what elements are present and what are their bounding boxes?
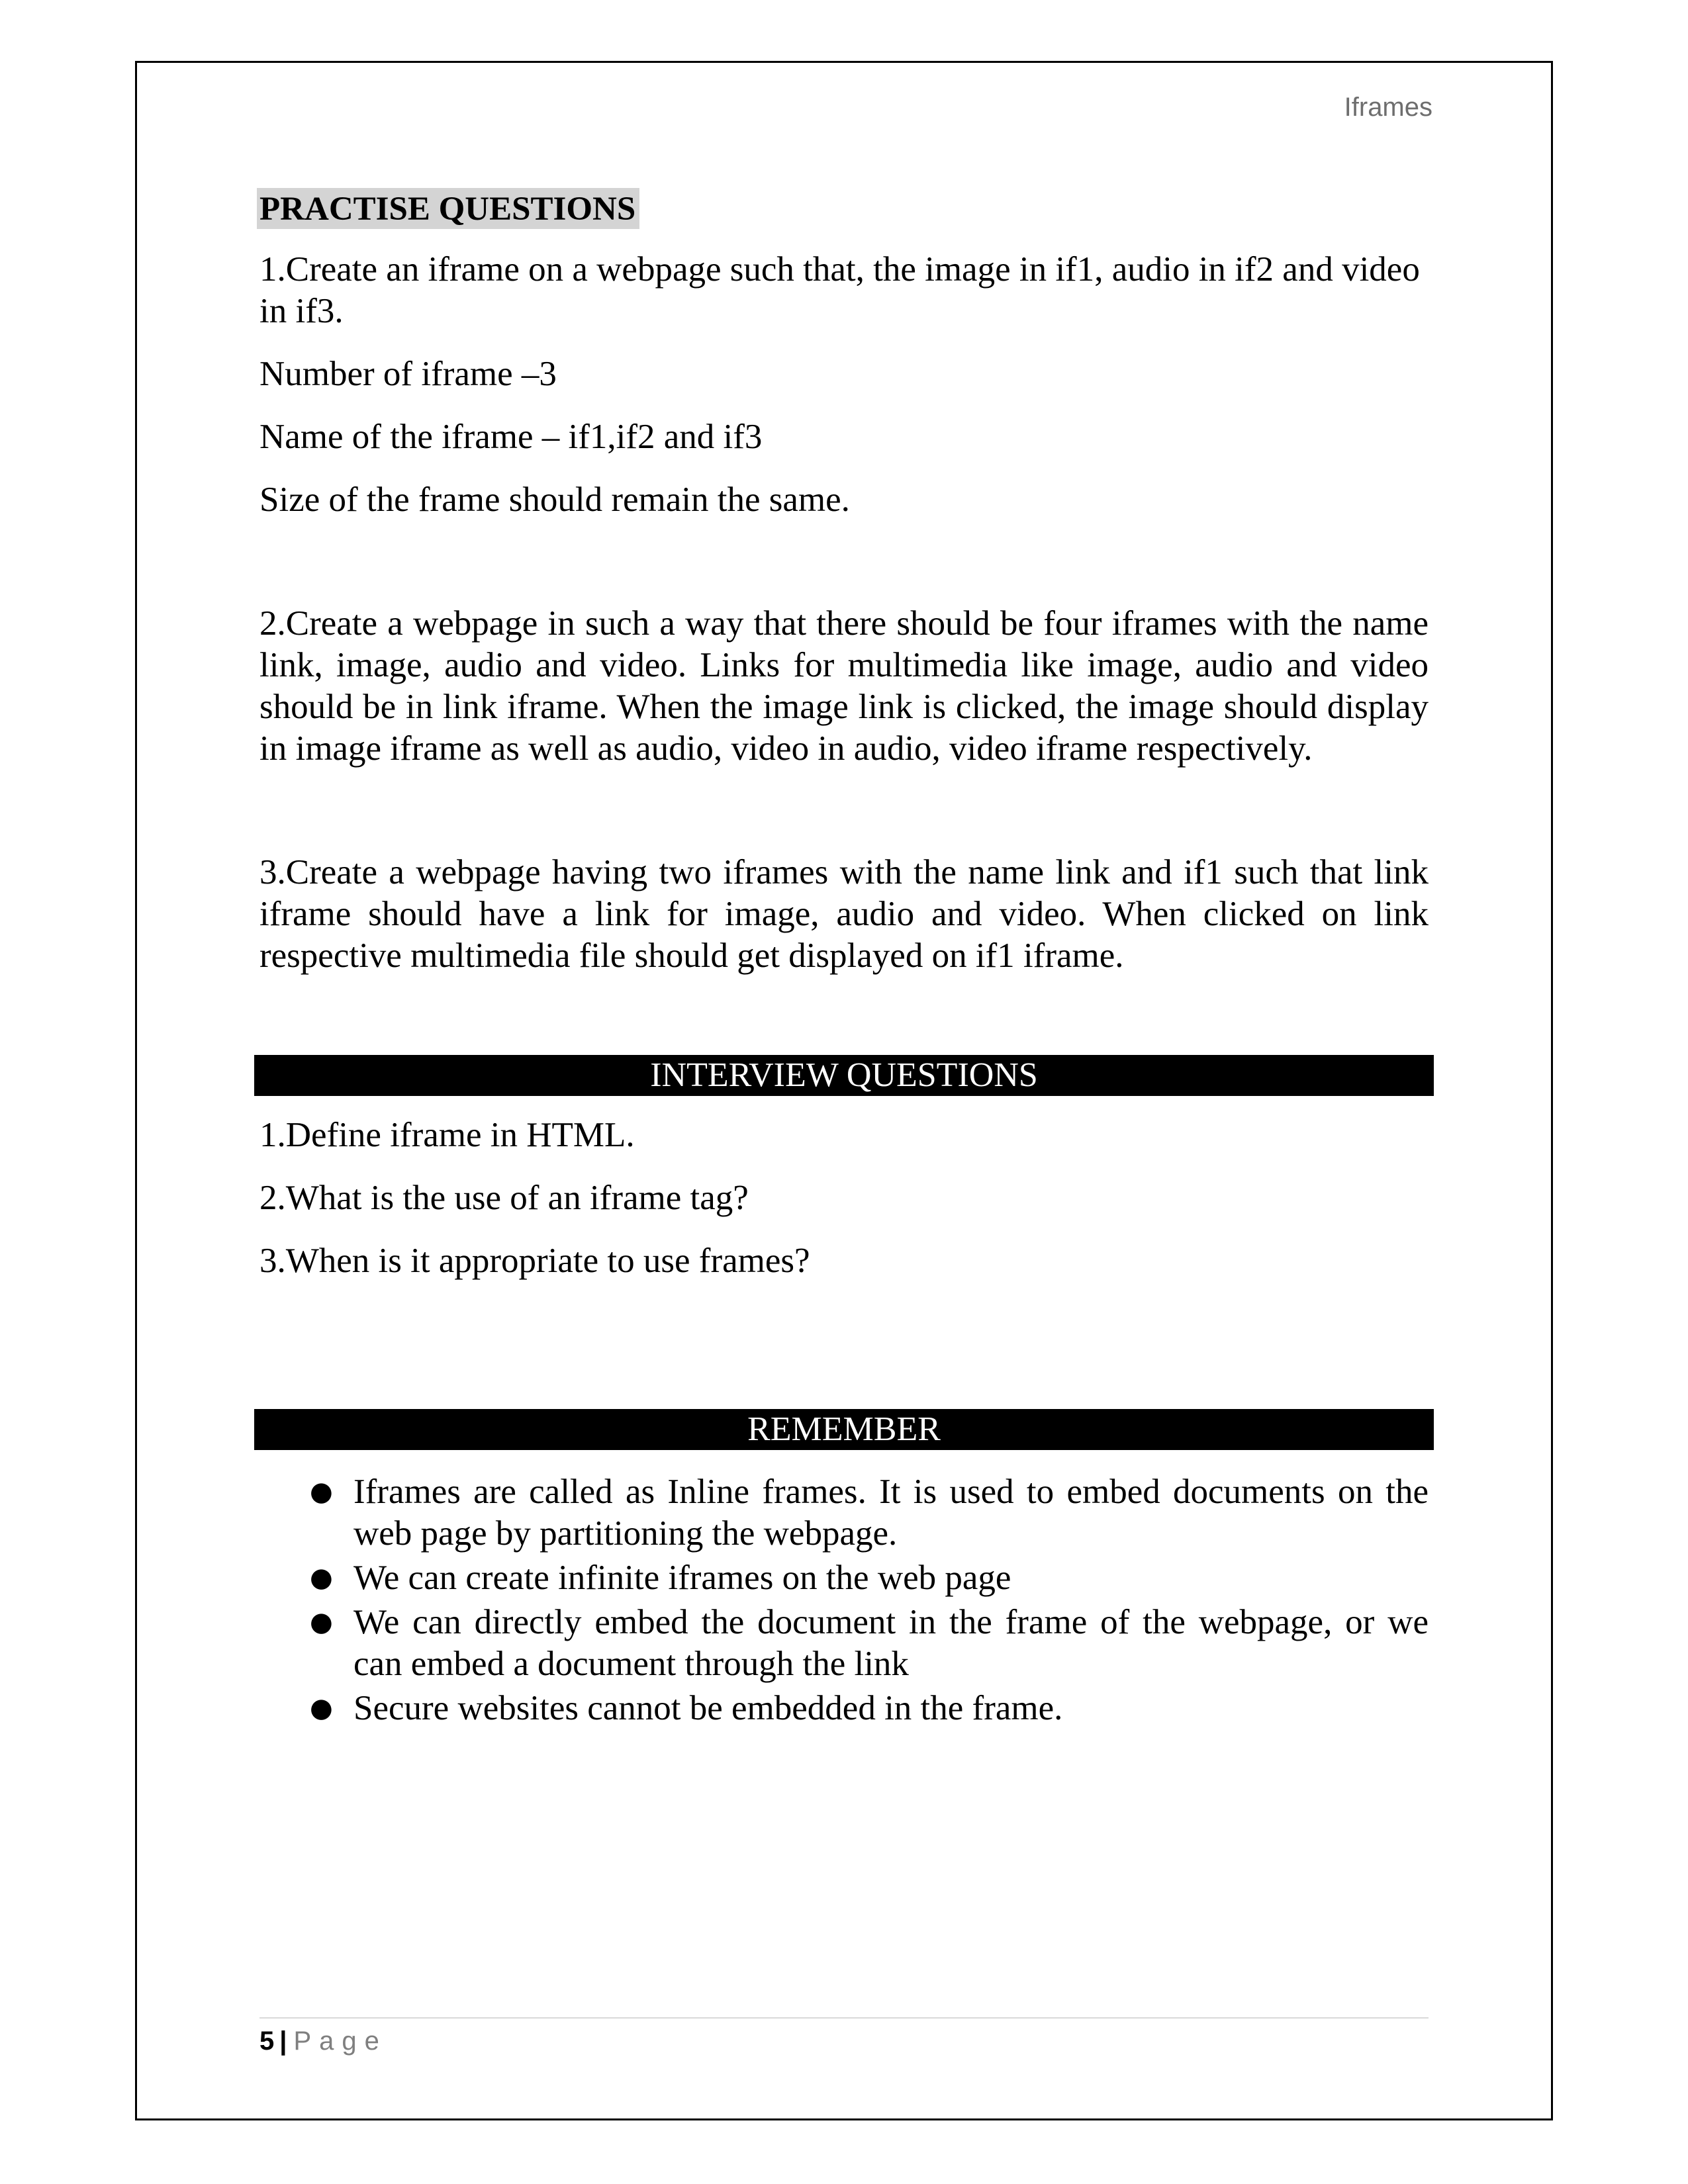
remember-item-text: We can create infinite iframes on the web page: [353, 1559, 1011, 1597]
remember-item-text: We can directly embed the document in the frame of the webpage, or we can embed a document through the link: [353, 1603, 1429, 1683]
bullet-icon: ●: [310, 1693, 333, 1723]
practise-question-3: 3.Create a webpage having two iframes with the name link and if1 such that link iframe should have a link for image, audio and video. When clicked on link respective multimedia file should get displayed on if1 iframe.: [259, 853, 1429, 975]
page-label: Page: [293, 2026, 387, 2056]
page-number: 5: [259, 2026, 275, 2056]
remember-item: [259, 1602, 1429, 1685]
practise-question-1-iframe-names: Name of the iframe – if1,if2 and if3: [259, 418, 763, 456]
remember-item: [259, 1688, 1429, 1729]
remember-item-text: Secure websites cannot be embedded in the frame.: [353, 1689, 1063, 1727]
interview-questions-heading: INTERVIEW QUESTIONS: [254, 1055, 1434, 1096]
running-header: Iframes: [1344, 93, 1432, 122]
practise-question-1-frame-size: Size of the frame should remain the same.: [259, 480, 850, 519]
page-content: [259, 188, 1429, 1732]
remember-list: [259, 1471, 1429, 1729]
footer-divider: [259, 2017, 1429, 2019]
remember-heading: REMEMBER: [254, 1409, 1434, 1450]
practise-question-1: 1.Create an iframe on a webpage such that, the image in if1, audio in if2 and video in if3.: [259, 250, 1420, 330]
footer-separator: |: [279, 2026, 287, 2056]
bullet-icon: ●: [310, 1563, 333, 1593]
practise-questions-heading: PRACTISE QUESTIONS: [257, 188, 639, 229]
bullet-icon: ●: [310, 1607, 333, 1637]
interview-question-1: 1.Define iframe in HTML.: [259, 1116, 635, 1154]
remember-item: [259, 1557, 1429, 1599]
page-footer: [259, 2025, 387, 2057]
remember-item: [259, 1471, 1429, 1555]
remember-item-text: Iframes are called as Inline frames. It is used to embed documents on the web page by partitioning the webpage.: [353, 1473, 1429, 1553]
interview-question-2: 2.What is the use of an iframe tag?: [259, 1179, 749, 1217]
practise-question-1-iframe-count: Number of iframe –3: [259, 355, 557, 393]
practise-question-2: 2.Create a webpage in such a way that there should be four iframes with the name link, image, audio and video. Links for multimedia like image, audio and video should be in link iframe. When the image link is clicked, the image should display in image iframe as well as audio, video in audio, video iframe respectively.: [259, 604, 1429, 768]
bullet-icon: ●: [310, 1477, 333, 1507]
interview-question-3: 3.When is it appropriate to use frames?: [259, 1242, 810, 1280]
